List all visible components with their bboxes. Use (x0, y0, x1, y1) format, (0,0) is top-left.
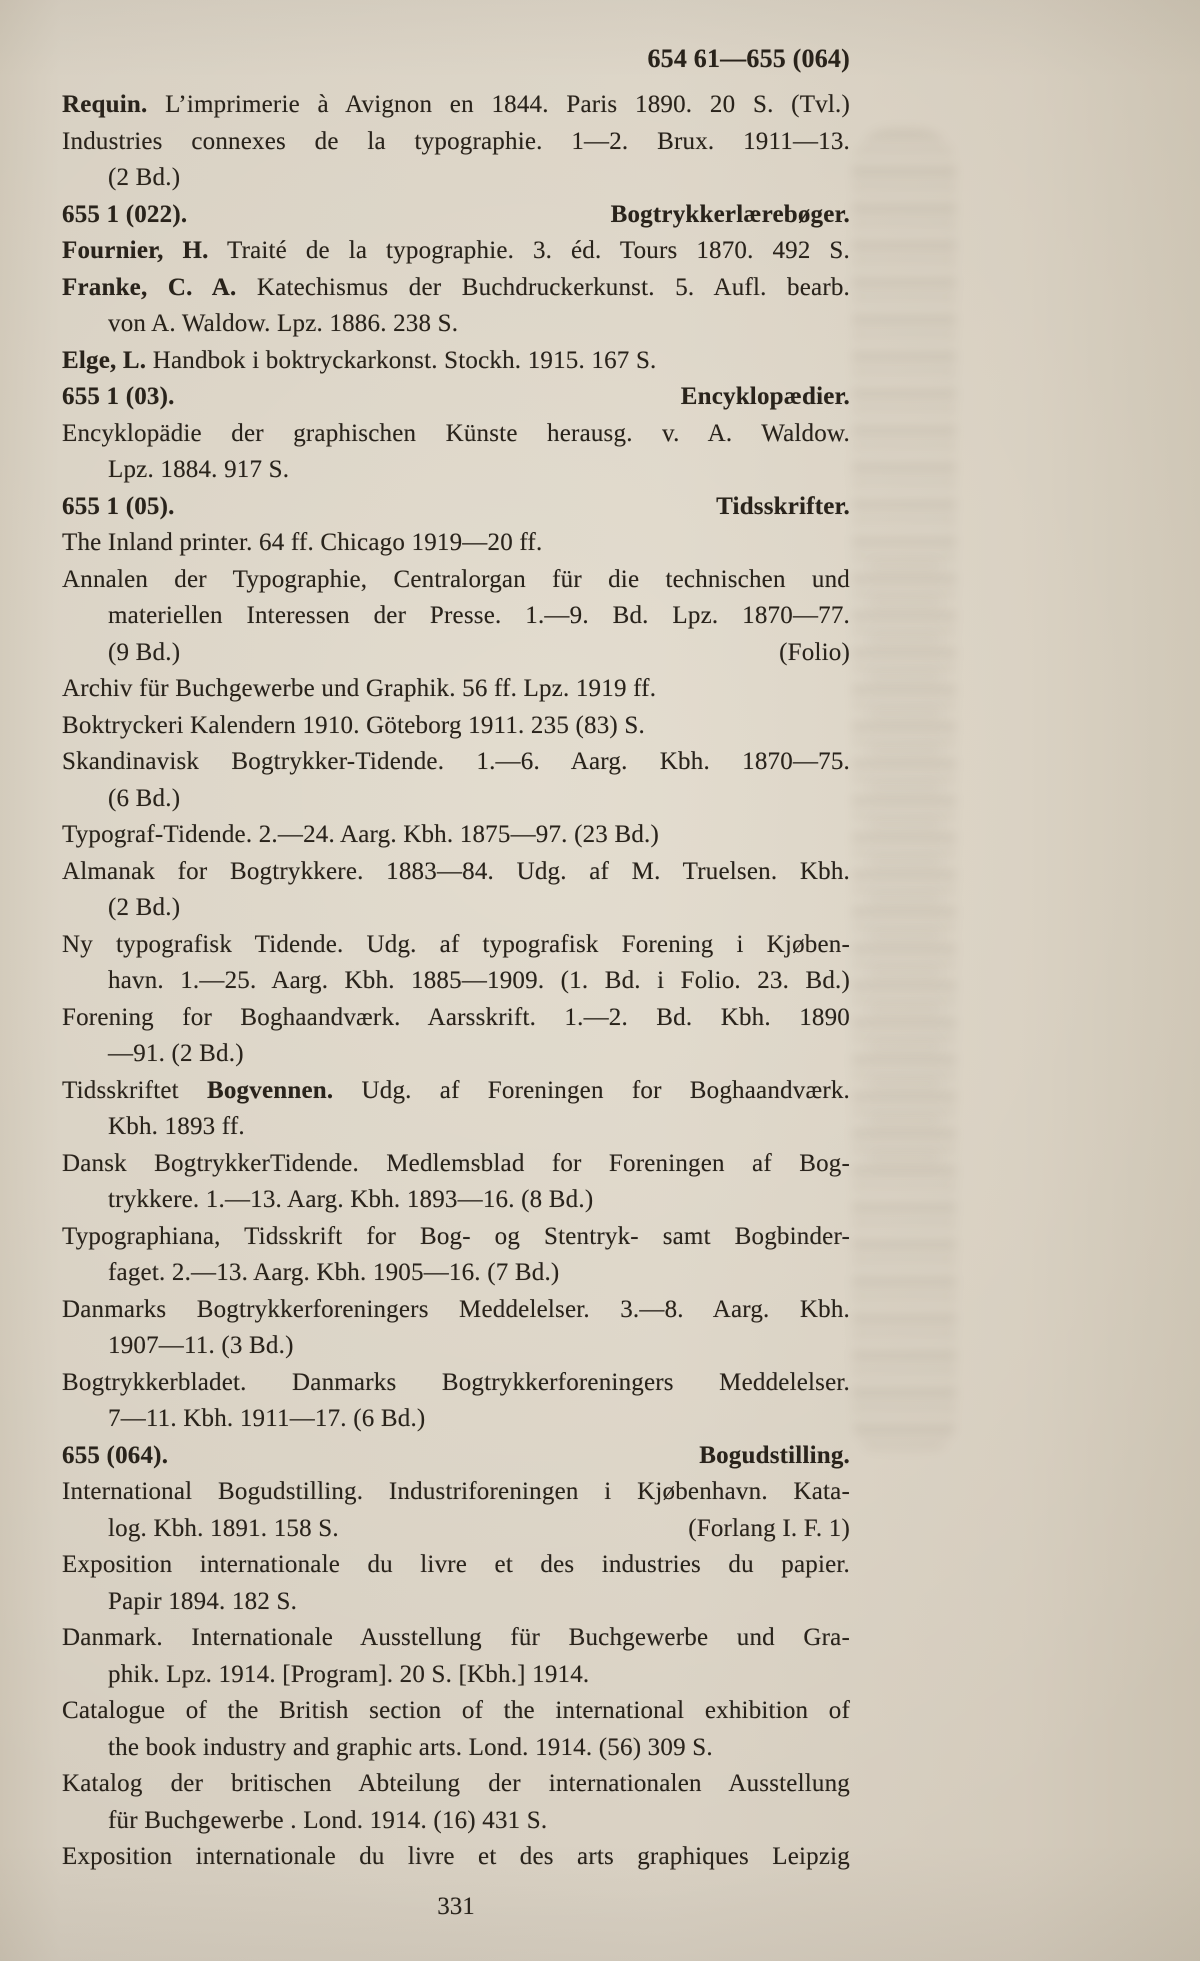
bibliography-entry (62, 1547, 850, 1620)
classification-number: 655 1 (05). (62, 492, 175, 520)
entry-text-segment: Ny typografisk Tidende. Udg. af typografisk Forening i Kjøben- (62, 930, 850, 958)
entry-text-segment: L’imprimerie à Avignon en 1844. Paris 1890. 20 S. (Tvl.) (147, 91, 850, 118)
entry-text-segment: phik. Lpz. 1914. [Program]. 20 S. [Kbh.] 1914. (108, 1660, 590, 1688)
entry-text-segment: Bogtrykkerbladet. Danmarks Bogtrykkerforeningers Meddelelser. (62, 1368, 850, 1396)
entry-text-segment: (2 Bd.) (108, 164, 181, 191)
bibliography-entry (62, 1219, 850, 1292)
entry-line (62, 1547, 850, 1584)
section-heading (62, 1438, 850, 1475)
entry-text (62, 1004, 850, 1031)
section-title: Bogtrykkerlærebøger. (610, 200, 850, 228)
entry-line (62, 1584, 850, 1621)
entry-line (62, 124, 850, 161)
entry-line (62, 1474, 850, 1511)
bibliography-entry (62, 927, 850, 1000)
entry-text (62, 821, 659, 848)
entry-line (62, 562, 850, 599)
bibliography-entry (62, 744, 850, 817)
entry-note-right: (Forlang I. F. 1) (688, 1514, 850, 1542)
entry-text-segment: Industries connexes de la typographie. 1—2. Brux. 1911—13. (62, 127, 850, 155)
entry-text (62, 748, 850, 775)
entry-text-segment: Forening for Boghaandværk. Aarsskrift. 1.—2. Bd. Kbh. 1890 (62, 1003, 850, 1031)
entry-line (62, 306, 850, 343)
entry-text (62, 1077, 850, 1104)
entry-text (62, 675, 656, 702)
entry-line (62, 708, 850, 745)
entry-text-segment: Exposition internationale du livre et des arts graphiques Leipzig (62, 1843, 850, 1870)
entry-text (108, 1186, 593, 1213)
bibliography-entry (62, 562, 850, 672)
entry-text-segment: —91. (2 Bd.) (108, 1040, 244, 1067)
entry-text (108, 1588, 297, 1615)
bibliography-entry (62, 1766, 850, 1839)
entry-text-segment: Udg. af Foreningen for Boghaandværk. (333, 1076, 850, 1104)
entry-text (62, 1150, 850, 1177)
entry-text (108, 1661, 589, 1688)
entry-line (62, 1657, 850, 1694)
entry-line (62, 1328, 850, 1365)
entry-text-bold: Fournier, H. (62, 237, 209, 264)
bibliography-entry (62, 1365, 850, 1438)
entry-text (62, 1369, 850, 1396)
bibliography-entry (62, 525, 850, 562)
ink-bleed-through-secondary (870, 560, 940, 1180)
entry-line (62, 671, 850, 708)
bibliography-entry (62, 671, 850, 708)
entry-text-bold: Requin. (62, 91, 148, 118)
page-number: 331 (437, 1893, 475, 1920)
entry-line (62, 1511, 850, 1548)
bibliography-entry (62, 1292, 850, 1365)
entry-text-segment: Danmarks Bogtrykkerforeningers Meddelelser. 3.—8. Aarg. Kbh. (62, 1295, 850, 1323)
entry-line (62, 744, 850, 781)
entry-text (108, 785, 180, 812)
entry-text (62, 1478, 850, 1505)
entry-text-segment: Handbok i boktryckarkonst. Stockh. 1915. 167 S. (146, 346, 657, 374)
running-head-classification: 654 61—655 (064) (647, 44, 850, 73)
entry-text (62, 237, 850, 264)
entry-text-segment: Typograf-Tidende. 2.—24. Aarg. Kbh. 1875—97. (23 Bd.) (62, 821, 660, 848)
entry-note-right: (Folio) (779, 638, 850, 666)
entry-text-segment: Encyklopädie der graphischen Künste herausg. v. A. Waldow. (62, 419, 850, 447)
entry-line (62, 1730, 850, 1767)
entry-text (108, 1807, 547, 1834)
entry-line (62, 1182, 850, 1219)
entry-line (62, 270, 850, 307)
bibliography-entry (62, 708, 850, 745)
entry-text-segment: Lpz. 1884. 917 S. (108, 456, 290, 483)
entry-text-segment: Katalog der britischen Abteilung der internationalen Ausstellung (62, 1770, 850, 1797)
entry-line (62, 1000, 850, 1037)
entry-text (62, 1296, 850, 1323)
entry-line (62, 1693, 850, 1730)
bibliography-entry (62, 87, 850, 197)
entry-line (62, 598, 850, 635)
section-title: Encyklopædier. (680, 383, 850, 410)
entry-text (62, 128, 850, 155)
bibliography-entry (62, 1146, 850, 1219)
entry-text-segment: Exposition internationale du livre et des industries du papier. (62, 1551, 850, 1578)
text-block (62, 40, 850, 1876)
entry-text (62, 529, 542, 556)
entry-text-segment: (2 Bd.) (108, 894, 181, 921)
entry-text-segment: Katechismus der Buchdruckerkunst. 5. Aufl. bearb. (236, 273, 850, 301)
bibliography-entry (62, 1839, 850, 1876)
entry-text-segment: Almanak for Bogtrykkere. 1883—84. Udg. af M. Truelsen. Kbh. (62, 857, 850, 885)
entry-line (62, 233, 850, 270)
entry-line (62, 1073, 850, 1110)
entry-text-segment: Tidsskriftet (62, 1076, 207, 1104)
entry-text (108, 310, 458, 337)
entry-text (108, 894, 180, 921)
bibliography-entry (62, 233, 850, 270)
bibliography-entry (62, 270, 850, 343)
entry-line (62, 1766, 850, 1803)
entry-line (62, 343, 850, 380)
entry-text (108, 1511, 339, 1548)
entry-line (62, 1401, 850, 1438)
entry-text (108, 1113, 245, 1140)
classification-number: 655 1 (03). (62, 383, 175, 410)
entry-text-segment: the book industry and graphic arts. Lond. 1914. (56) 309 S. (108, 1733, 713, 1761)
entry-line (62, 1109, 850, 1146)
entry-text-segment: Archiv für Buchgewerbe und Graphik. 56 ff. Lpz. 1919 ff. (62, 675, 657, 702)
entry-text-segment: Typographiana, Tidsskrift for Bog- og Stentryk- samt Bogbinder- (62, 1222, 850, 1250)
entry-text (108, 602, 850, 629)
entry-line (62, 1146, 850, 1183)
entry-text-segment: Traité de la typographie. 3. éd. Tours 1870. 492 S. (208, 237, 850, 264)
bibliography-entry (62, 854, 850, 927)
entry-text-segment: Catalogue of the British section of the international exhibition of (62, 1697, 850, 1724)
entry-line (62, 927, 850, 964)
entry-text (108, 967, 850, 994)
entry-line (62, 1620, 850, 1657)
section-title: Tidsskrifter. (716, 492, 850, 520)
entry-line (62, 452, 850, 489)
entry-text (62, 858, 850, 885)
entry-line (62, 781, 850, 818)
entry-text (62, 1843, 850, 1870)
entry-line (62, 1292, 850, 1329)
entry-text (62, 1697, 850, 1724)
entry-text (62, 420, 850, 447)
entry-text-segment: Danmark. Internationale Ausstellung für Buchgewerbe und Gra- (62, 1624, 850, 1651)
entry-line (62, 1839, 850, 1876)
entry-line (62, 525, 850, 562)
entry-text-segment: Boktryckeri Kalendern 1910. Göteborg 1911. 235 (83) S. (62, 711, 645, 739)
entry-text (62, 347, 657, 374)
entry-text (108, 1259, 559, 1286)
section-title: Bogudstilling. (699, 1441, 850, 1469)
bibliography (62, 87, 850, 1876)
entry-text-bold: Bogvennen. (206, 1076, 334, 1104)
entry-text-segment: havn. 1.—25. Aarg. Kbh. 1885—1909. (1. Bd. i Folio. 23. Bd.) (108, 967, 850, 994)
entry-text (62, 91, 850, 118)
entry-text (62, 931, 850, 958)
entry-line (62, 1365, 850, 1402)
entry-text (108, 1332, 294, 1359)
entry-text-segment: trykkere. 1.—13. Aarg. Kbh. 1893—16. (8 Bd.) (108, 1186, 594, 1213)
entry-line (62, 416, 850, 453)
bibliography-entry (62, 343, 850, 380)
classification-number: 655 1 (022). (62, 200, 188, 228)
bibliography-entry (62, 1073, 850, 1146)
section-heading (62, 197, 850, 234)
bibliography-entry (62, 1693, 850, 1766)
entry-text (108, 456, 289, 483)
entry-text (62, 1624, 850, 1651)
bibliography-entry (62, 817, 850, 854)
entry-text (62, 1223, 850, 1250)
entry-text-bold: Elge, L. (62, 346, 147, 374)
entry-line (62, 854, 850, 891)
entry-line (62, 1803, 850, 1840)
entry-line (62, 1219, 850, 1256)
entry-text-segment: materiellen Interessen der Presse. 1.—9. Bd. Lpz. 1870—77. (108, 602, 850, 629)
entry-text-segment: (6 Bd.) (108, 784, 181, 812)
entry-text-segment: 7—11. Kbh. 1911—17. (6 Bd.) (108, 1405, 426, 1432)
entry-text-segment: (9 Bd.) (108, 638, 181, 666)
entry-text-segment: Annalen der Typographie, Centralorgan für die technischen und (62, 565, 850, 593)
entry-text (108, 1405, 425, 1432)
entry-line (62, 817, 850, 854)
entry-text (62, 274, 850, 301)
bibliography-entry (62, 1000, 850, 1073)
entry-text-segment: log. Kbh. 1891. 158 S. (108, 1514, 339, 1542)
entry-text-segment: Kbh. 1893 ff. (108, 1113, 245, 1140)
entry-text (108, 1734, 713, 1761)
entry-line (62, 87, 850, 124)
entry-text-segment: The Inland printer. 64 ff. Chicago 1919—20 ff. (62, 529, 543, 556)
entry-text-bold: Franke, C. A. (62, 273, 237, 301)
classification-number: 655 (064). (62, 1441, 169, 1469)
entry-text-segment: faget. 2.—13. Aarg. Kbh. 1905—16. (7 Bd.) (108, 1259, 560, 1286)
entry-text (62, 712, 645, 739)
bibliography-entry (62, 416, 850, 489)
entry-line (62, 1036, 850, 1073)
bibliography-entry (62, 1620, 850, 1693)
entry-text-segment: 1907—11. (3 Bd.) (108, 1332, 294, 1359)
entry-text-segment: für Buchgewerbe . Lond. 1914. (16) 431 S. (108, 1806, 548, 1834)
section-heading (62, 489, 850, 526)
entry-line (62, 963, 850, 1000)
entry-text (108, 164, 180, 191)
entry-text-segment: International Bogudstilling. Industriforeningen i Kjøbenhavn. Kata- (62, 1478, 850, 1505)
entry-text (62, 1770, 850, 1797)
entry-text (62, 566, 850, 593)
entry-line (62, 890, 850, 927)
entry-text-segment: Skandinavisk Bogtrykker-Tidende. 1.—6. Aarg. Kbh. 1870—75. (62, 748, 850, 775)
entry-text (108, 635, 180, 672)
entry-line (62, 635, 850, 672)
entry-text (108, 1040, 244, 1067)
bibliography-entry (62, 1474, 850, 1547)
entry-text-segment: Dansk BogtrykkerTidende. Medlemsblad for Foreningen af Bog- (62, 1149, 850, 1177)
entry-text-segment: Papir 1894. 182 S. (108, 1587, 298, 1615)
entry-line (62, 1255, 850, 1292)
section-heading (62, 379, 850, 416)
entry-text (62, 1551, 850, 1578)
entry-text-segment: von A. Waldow. Lpz. 1886. 238 S. (108, 310, 459, 337)
entry-line (62, 160, 850, 197)
